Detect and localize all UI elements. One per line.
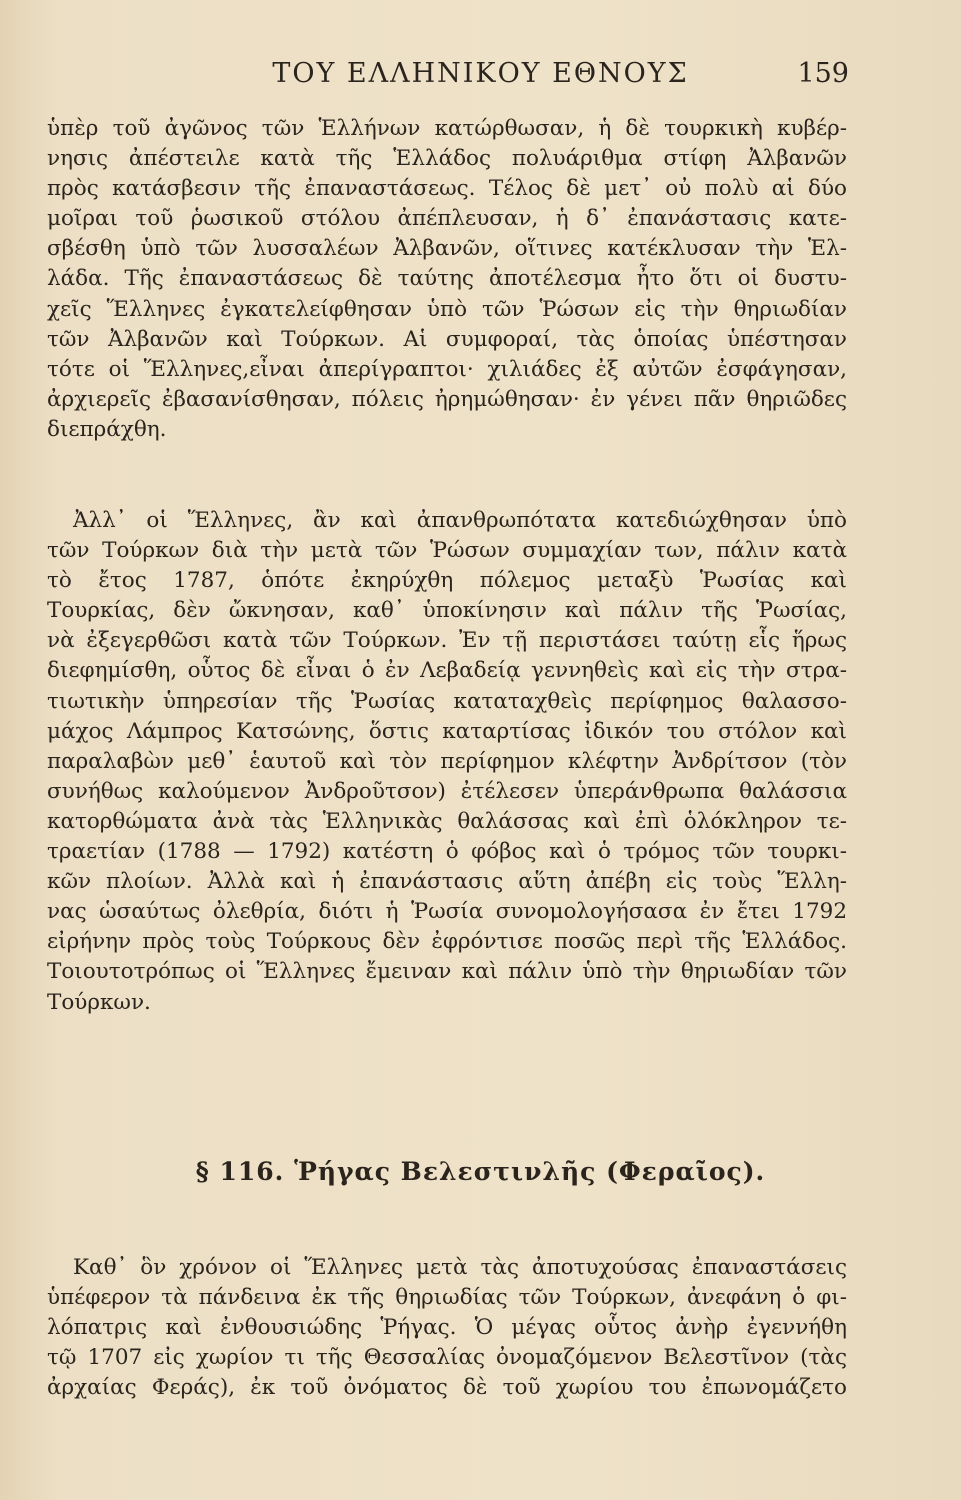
text-line: διεφημίσθη, οὗτος δὲ εἶναι ὁ ἐν Λεβαδείᾳ γεννηθεὶς καὶ εἰς τὴν στρα-: [47, 658, 847, 684]
page-header: [0, 58, 961, 98]
text-line: παραλαβὼν μεθ᾽ ἑαυτοῦ καὶ τὸν περίφημον κλέφτην Ἀνδρίτσον (τὸν: [47, 748, 847, 774]
page-number: 159: [797, 58, 849, 89]
text-line: νας ὡσαύτως ὀλεθρία, διότι ἡ Ῥωσία συνομολογήσασα ἐν ἔτει 1792: [47, 899, 847, 925]
text-line: μοῖραι τοῦ ῥωσικοῦ στόλου ἀπέπλευσαν, ἡ δ᾽ ἐπανάστασις κατε-: [47, 206, 847, 232]
text-line: τῶν Ἀλβανῶν καὶ Τούρκων. Αἱ συμφοραί, τὰς ὁποίας ὑπέστησαν: [47, 326, 847, 352]
text-line: τῶν Τούρκων διὰ τὴν μετὰ τῶν Ῥώσων συμμαχίαν των, πάλιν κατὰ: [47, 538, 847, 564]
text-line: εἰρήνην πρὸς τοὺς Τούρκους δὲν ἐφρόντισε ποσῶς περὶ τῆς Ἑλλάδος.: [47, 929, 847, 955]
text-line: ἀρχαίας Φεράς), ἐκ τοῦ ὀνόματος δὲ τοῦ χωρίου του ἐπωνομάζετο: [47, 1375, 847, 1401]
text-line: τότε οἱ Ἕλληνες,εἶναι ἀπερίγραπτοι· χιλιάδες ἐξ αὐτῶν ἐσφάγησαν,: [47, 356, 847, 382]
text-line: νὰ ἐξεγερθῶσι κατὰ τῶν Τούρκων. Ἐν τῇ περιστάσει ταύτῃ εἷς ἥρως: [47, 628, 847, 654]
running-title: ΤΟΥ ΕΛΛΗΝΙΚΟΥ ΕΘΝΟΥΣ: [272, 58, 689, 89]
text-line: χεῖς Ἕλληνες ἐγκατελείφθησαν ὑπὸ τῶν Ῥώσων εἰς τὴν θηριωδίαν: [47, 296, 847, 322]
text-line: λόπατρις καὶ ἐνθουσιώδης Ῥήγας. Ὁ μέγας οὗτος ἀνὴρ ἐγεννήθη: [47, 1315, 847, 1341]
text-line: Τοιουτοτρόπως οἱ Ἕλληνες ἔμειναν καὶ πάλιν ὑπὸ τὴν θηριωδίαν τῶν: [47, 959, 847, 985]
text-line: ὑπέφερον τὰ πάνδεινα ἐκ τῆς θηριωδίας τῶν Τούρκων, ἀνεφάνη ὁ φι-: [47, 1285, 847, 1311]
text-line: σβέσθη ὑπὸ τῶν λυσσαλέων Ἀλβανῶν, οἵτινες κατέκλυσαν τὴν Ἑλ-: [47, 236, 847, 262]
text-line: τῷ 1707 εἰς χωρίον τι τῆς Θεσσαλίας ὀνομαζόμενον Βελεστῖνον (τὰς: [47, 1345, 847, 1371]
text-line: ἀρχιερεῖς ἐβασανίσθησαν, πόλεις ἠρημώθησαν· ἐν γένει πᾶν θηριῶδες: [47, 386, 847, 412]
section-heading: § 116. Ῥήγας Βελεστινλῆς (Φεραῖος).: [195, 1157, 766, 1186]
text-line: κατορθώματα ἀνὰ τὰς Ἑλληνικὰς θαλάσσας καὶ ἐπὶ ὁλόκληρον τε-: [47, 808, 847, 834]
text-line: πρὸς κατάσβεσιν τῆς ἐπαναστάσεως. Τέλος δὲ μετ᾽ οὐ πολὺ αἱ δύο: [47, 176, 847, 202]
text-line: τιωτικὴν ὑπηρεσίαν τῆς Ῥωσίας καταταχθεὶς περίφημος θαλασσο-: [47, 688, 847, 714]
text-line: Καθ᾽ ὃν χρόνον οἱ Ἕλληνες μετὰ τὰς ἀποτυχούσας ἐπαναστάσεις: [73, 1255, 847, 1280]
text-line: νησις ἀπέστειλε κατὰ τῆς Ἑλλάδος πολυάριθμα στίφη Ἀλβανῶν: [47, 146, 847, 172]
text-line: διεπράχθη.: [47, 416, 167, 442]
text-line: μάχος Λάμπρος Κατσώνης, ὅστις καταρτίσας ἰδικόν του στόλον καὶ: [47, 718, 847, 744]
text-line: κῶν πλοίων. Ἀλλὰ καὶ ἡ ἐπανάστασις αὕτη ἀπέβη εἰς τοὺς Ἕλλη-: [47, 869, 847, 895]
text-line: ὑπὲρ τοῦ ἀγῶνος τῶν Ἑλλήνων κατώρθωσαν, ἡ δὲ τουρκικὴ κυβέρ-: [47, 116, 847, 141]
text-line: Ἀλλ᾽ οἱ Ἕλληνες, ἂν καὶ ἀπανθρωπότατα κατεδιώχθησαν ὑπὸ: [73, 508, 847, 533]
text-line: τὸ ἔτος 1787, ὁπότε ἐκηρύχθη πόλεμος μεταξὺ Ῥωσίας καὶ: [47, 568, 847, 594]
text-line: Τούρκων.: [47, 989, 151, 1015]
text-line: τραετίαν (1788 — 1792) κατέστη ὁ φόβος καὶ ὁ τρόμος τῶν τουρκι-: [47, 839, 847, 865]
paragraph-2: [47, 506, 847, 1018]
text-line: συνήθως καλούμενον Ἀνδροῦτσον) ἐτέλεσεν ὑπεράνθρωπα θαλάσσια: [47, 778, 847, 804]
text-line: Τουρκίας, δὲν ὤκνησαν, καθ᾽ ὑποκίνησιν καὶ πάλιν τῆς Ῥωσίας,: [47, 598, 847, 624]
paragraph-1: [47, 114, 847, 445]
text-line: λάδα. Τῆς ἐπαναστάσεως δὲ ταύτης ἀποτέλεσμα ἦτο ὅτι οἱ δυστυ-: [47, 266, 847, 292]
paragraph-3: [47, 1253, 847, 1403]
